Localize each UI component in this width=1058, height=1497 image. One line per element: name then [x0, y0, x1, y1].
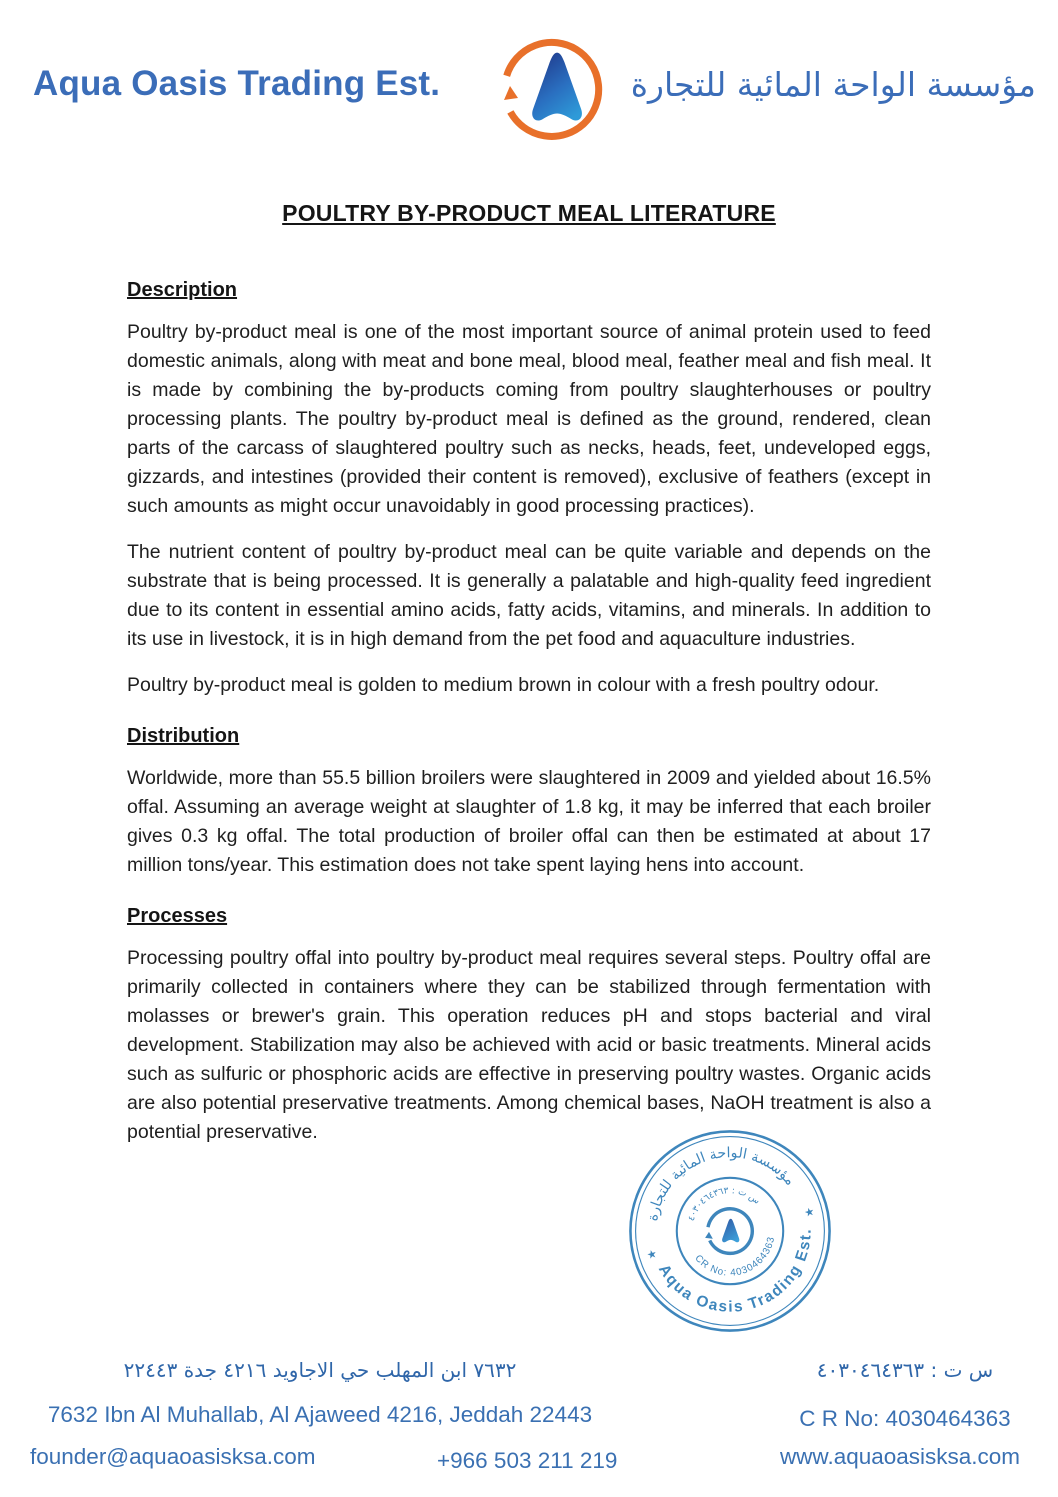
logo-blue-arrow — [533, 53, 583, 121]
document-body — [127, 276, 931, 1164]
footer-email: founder@aquaoasisksa.com — [30, 1444, 316, 1469]
document-title: POULTRY BY-PRODUCT MEAL LITERATURE — [282, 200, 776, 226]
section-heading-description: Description — [127, 279, 238, 301]
section-heading-processes: Processes — [127, 905, 228, 927]
stamp-cr-english-arc-text: CR No: 4030464363 — [692, 1235, 778, 1279]
footer-website: www.aquaoasisksa.com — [779, 1444, 1021, 1469]
company-name-arabic: مؤسسة الواحة المائية للتجارة — [630, 64, 1036, 104]
paragraph-processes-1: Processing poultry offal into poultry by-product meal requires several steps. Poultry offal are primarily collected in containers where they can be stabilized through fermentation with molasses or brewer's grain. This operation reduces pH and stops bacterial and viral development. Stabilization may also be achieved with acid or basic treatments. Mineral acids such as sulfuric or phosphoric acids are effective in preserving poultry wastes. Organic acids are also potential preservative treatments. Among chemical bases, NaOH treatment is also a potential preservative. — [127, 947, 931, 1143]
stamp-english-arc-text: Aqua Oasis Trading Est. — [654, 1227, 815, 1316]
paragraph-description-1: Poultry by-product meal is one of the most important source of animal protein used to feed domestic animals, along with meat and bone meal, blood meal, feather meal and fish meal. It is made by combining the by-products coming from poultry slaughterhouses or poultry processing plants. The poultry by-product meal is defined as the ground, rendered, clean parts of the carcass of slaughtered poultry such as necks, heads, feet, undeveloped eggs, gizzards, and intestines (provided their content is removed), exclusive of feathers (except in such amounts as might occur unavoidably in good processing practices). — [127, 321, 931, 517]
footer-cr-english: C R No: 4030464363 — [799, 1406, 1011, 1431]
company-name-english: Aqua Oasis Trading Est. — [33, 64, 441, 103]
footer-phone: +966 503 211 219 — [437, 1448, 618, 1473]
aqua-oasis-logo-icon — [501, 27, 605, 141]
section-heading-distribution: Distribution — [127, 725, 240, 747]
stamp-arabic-arc-text: مؤسسة الواحة المائية للتجارة — [644, 1145, 798, 1223]
stamp-logo-arrowhead — [705, 1232, 713, 1239]
page-footer — [0, 1354, 1058, 1497]
stamp-cr-arabic-arc-text: س ت : ٤٠٣٠٤٦٤٣٦٣ — [686, 1186, 762, 1223]
footer-address-english: 7632 Ibn Al Muhallab, Al Ajaweed 4216, Jeddah 22443 — [47, 1402, 593, 1427]
stamp-logo-blue-arrow — [722, 1219, 739, 1243]
stamp-star-right-icon: ★ — [803, 1205, 816, 1220]
footer-cr-arabic: س ت : ٤٠٣٠٤٦٤٣٦٣ — [816, 1358, 994, 1382]
paragraph-description-3: Poultry by-product meal is golden to medium brown in colour with a fresh poultry odour. — [127, 674, 880, 696]
paragraph-description-2: The nutrient content of poultry by-product meal can be quite variable and depends on the substrate that is being processed. It is generally a palatable and high-quality feed ingredient due to its content in essential amino acids, fatty acids, vitamins, and minerals. In addition to its use in livestock, it is in high demand from the pet food and aquaculture industries. — [127, 541, 931, 650]
logo-arrowhead — [504, 86, 518, 100]
paragraph-distribution-1: Worldwide, more than 55.5 billion broilers were slaughtered in 2009 and yielded about 16.5% offal. Assuming an average weight at slaughter of 1.8 kg, it may be inferred that each broiler gives 0.3 kg offal. The total production of broiler offal can then be estimated at about 17 million tons/year. This estimation does not take spent laying hens into account. — [127, 767, 931, 876]
stamp-star-left-icon: ★ — [645, 1247, 659, 1263]
page-header — [33, 26, 1036, 142]
company-stamp-seal — [627, 1128, 833, 1334]
footer-address-arabic: ٧٦٣٢ ابن المهلب حي الاجاويد ٤٢١٦ جدة ٢٢٤٤٣ — [123, 1358, 517, 1382]
